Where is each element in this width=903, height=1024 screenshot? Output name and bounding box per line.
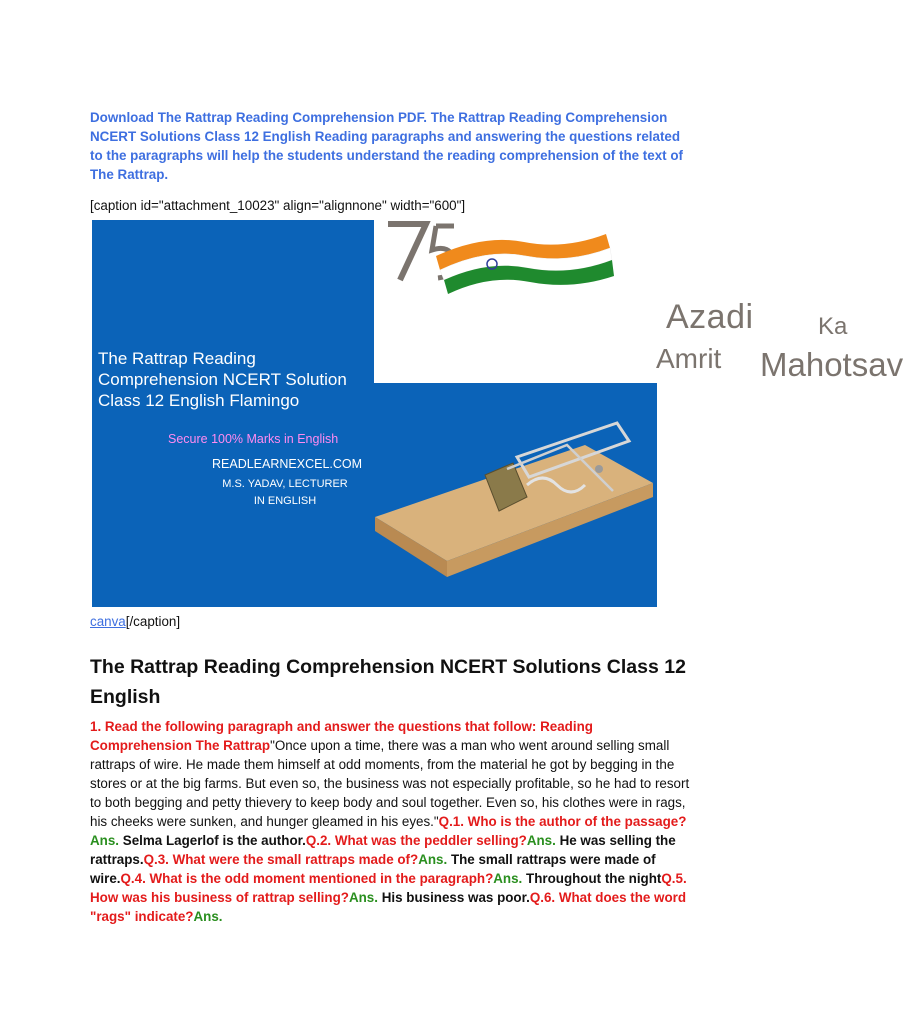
question-6: Q.6. What does the word "rags" indicate? [90,890,687,924]
question-prompt: 1. Read the following paragraph and answer the questions that follow: Reading Comprehension The Rattrap [90,719,593,753]
answer-label: Ans. [526,833,556,848]
answer-label: Ans. [493,871,523,886]
answer-label: Ans. [193,909,223,924]
passage-text: "Once upon a time, there was a man who went around selling small rattraps of wire. He made them himself at odd moments, from the material he got by begging in the stores or at the big farms. But even so, the business was not especially profitable, so he had to resort to both begging and petty thievery to keep body and soul together. Even so, his clothes were in rags, his cheeks were sunken, and hunger gleamed in his eyes." [90,738,690,829]
section-heading: The Rattrap Reading Comprehension NCERT Solutions Class 12 English [90,656,686,708]
question-5: Q.5. How was his business of rattrap selling? [90,871,687,905]
question-2: Q.2. What was the peddler selling? [305,833,527,848]
trap-staple [595,465,603,473]
banner-title-line: The Rattrap Reading [98,349,256,368]
answer-label: Ans. [418,852,448,867]
banner-site: READLEARNEXCEL.COM [212,457,363,471]
logo-text-azadi: Azadi [666,298,754,336]
banner-title-line: Comprehension NCERT Solution [98,370,347,389]
answer-5: His business was poor. [381,890,530,905]
seven-digit [388,224,426,280]
azadi-ka-amrit-mahotsav-logo [374,220,657,383]
caption-credit [90,614,180,629]
caption-shortcode-open: [caption id="attachment_10023" align="alignnone" width="600"] [90,198,466,213]
banner-title [98,348,347,411]
answer-label: Ans. [348,890,378,905]
intro-paragraph: Download The Rattrap Reading Comprehension PDF. The Rattrap Reading Comprehension NCERT Solutions Class 12 English Reading paragraphs and answering the questions related to the paragraphs will help the students understand the reading comprehension of the text of The Rattrap. [90,110,683,182]
canva-link[interactable]: canva [90,614,126,629]
logo-text-ka: Ka [818,313,848,340]
question-1: Q.1. Who is the author of the passage? [438,814,687,829]
answer-1: Selma Lagerlof is the author. [122,833,306,848]
question-4: Q.4. What is the odd moment mentioned in the paragraph? [120,871,494,886]
answer-4: Throughout the night [526,871,662,886]
answer-2: He was selling the rattraps. [90,833,676,867]
answer-label: Ans. [90,833,120,848]
caption-shortcode-close: [/caption] [125,614,181,629]
banner-tagline: Secure 100% Marks in English [168,432,339,446]
logo-area [374,220,903,383]
banner-author: M.S. YADAV, LECTURER IN ENGLISH [222,478,348,507]
logo-text-mahotsav: Mahotsav [760,346,903,383]
banner-title-line: Class 12 English Flamingo [98,391,300,410]
question-3: Q.3. What were the small rattraps made of? [143,852,419,867]
comprehension-block [90,717,690,926]
logo-text-amrit: Amrit [656,343,722,374]
rattrap-illustration [367,405,657,595]
answer-3: The small rattraps were made of wire. [90,852,656,886]
feature-image [92,220,903,607]
